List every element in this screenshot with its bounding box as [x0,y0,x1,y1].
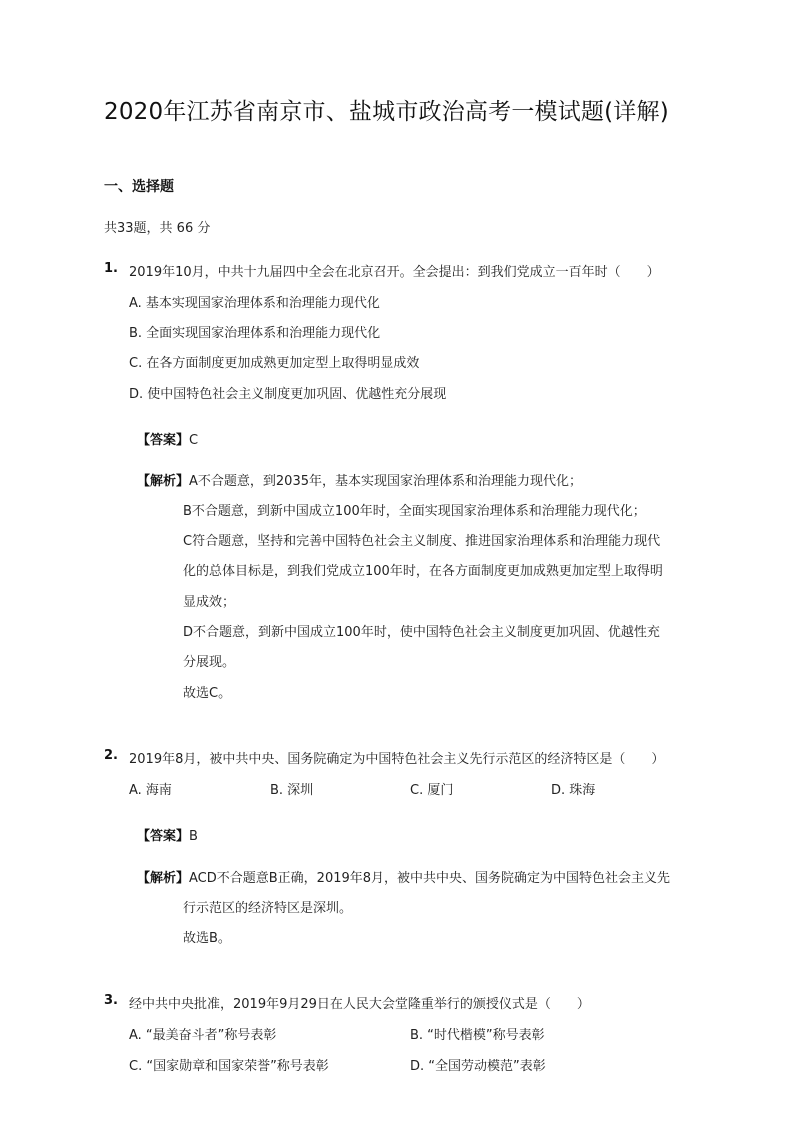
question-number: 3. [104,993,118,1008]
question-stem: 经中共中央批准，2019年9月29日在人民大会堂隆重举行的颁授仪式是（ ） [129,997,590,1012]
option-c: C. 厦门 [410,783,454,798]
question-summary: 共33题，共 66 分 [104,221,211,236]
option-d: D. 珠海 [551,783,596,798]
option-b: B. 深圳 [270,783,314,798]
option-c: C. “国家勋章和国家荣誉”称号表彰 [129,1059,329,1074]
analysis-line-3: C符合题意，坚持和完善中国特色社会主义制度、推进国家治理体系和治理能力现代 [183,534,661,549]
question-number: 2. [104,748,118,763]
analysis-line-5: 显成效； [183,595,236,610]
option-a: A. 基本实现国家治理体系和治理能力现代化 [129,296,380,311]
option-c: C. 在各方面制度更加成熟更加定型上取得明显成效 [129,356,420,371]
analysis-line-1 [137,470,582,489]
analysis-line-4: 化的总体目标是，到我们党成立100年时，在各方面制度更加成熟更加定型上取得明 [183,564,663,579]
question-stem: 2019年10月，中共十九届四中全会在北京召开。全会提出：到我们党成立一百年时（ ） [129,265,660,280]
analysis-text: ACD不合题意B正确，2019年8月，被中共中央、国务院确定为中国特色社会主义先 [189,871,671,886]
analysis-line-3: 故选B。 [183,931,231,946]
answer-line [137,825,198,844]
analysis-text: A不合题意，到2035年，基本实现国家治理体系和治理能力现代化； [189,474,582,489]
answer-value: C [189,433,199,448]
option-a: A. “最美奋斗者”称号表彰 [129,1028,277,1043]
question-stem: 2019年8月，被中共中央、国务院确定为中国特色社会主义先行示范区的经济特区是（ ） [129,752,665,767]
option-d: D. “全国劳动模范”表彰 [410,1059,546,1074]
analysis-line-6: D不合题意，到新中国成立100年时，使中国特色社会主义制度更加巩固、优越性充 [183,625,660,640]
analysis-label: 【解析】 [137,871,190,886]
analysis-line-2: 行示范区的经济特区是深圳。 [183,901,353,916]
option-d: D. 使中国特色社会主义制度更加巩固、优越性充分展现 [129,387,447,402]
option-b: B. “时代楷模”称号表彰 [410,1028,545,1043]
analysis-label: 【解析】 [137,474,190,489]
question-number: 1. [104,261,118,276]
document-title: 2020年江苏省南京市、盐城市政治高考一模试题(详解) [104,99,669,125]
analysis-line-1 [137,867,670,886]
answer-label: 【答案】 [137,433,190,448]
analysis-line-8: 故选C。 [183,686,232,701]
section-title: 一、选择题 [104,179,174,195]
answer-value: B [189,829,198,844]
analysis-line-2: B不合题意，到新中国成立100年时，全面实现国家治理体系和治理能力现代化； [183,504,646,519]
option-b: B. 全面实现国家治理体系和治理能力现代化 [129,326,381,341]
analysis-line-7: 分展现。 [183,655,236,670]
option-a: A. 海南 [129,783,172,798]
answer-line [137,429,198,448]
answer-label: 【答案】 [137,829,190,844]
